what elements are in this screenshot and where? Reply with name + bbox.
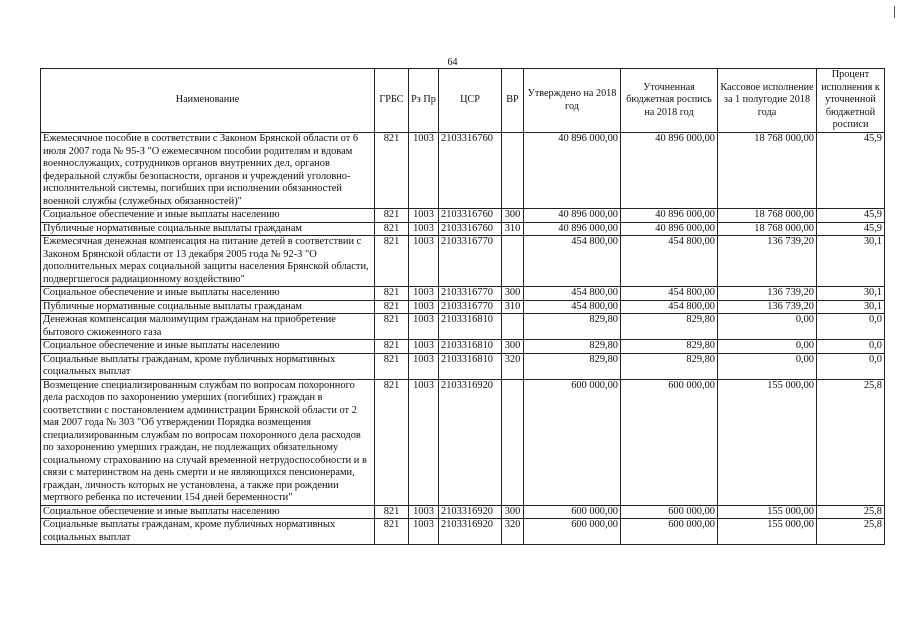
row-refined: 40 896 000,00 xyxy=(621,222,718,236)
row-vr xyxy=(502,133,524,209)
row-csr: 2103316760 xyxy=(439,133,502,209)
row-refined: 40 896 000,00 xyxy=(621,209,718,223)
table-row xyxy=(41,300,885,314)
header-approved: Утверждено на 2018 год xyxy=(524,69,621,133)
row-grbs: 821 xyxy=(375,505,409,519)
row-grbs: 821 xyxy=(375,314,409,340)
row-csr: 2103316920 xyxy=(439,379,502,505)
row-refined: 829,80 xyxy=(621,340,718,354)
row-cash: 136 739,20 xyxy=(718,236,817,287)
row-name: Социальное обеспечение и иные выплаты населению xyxy=(41,287,375,301)
row-name: Денежная компенсация малоимущим гражданам на приобретение бытового сжиженного газа xyxy=(41,314,375,340)
table-row xyxy=(41,379,885,505)
row-vr xyxy=(502,236,524,287)
row-approved: 829,80 xyxy=(524,340,621,354)
row-name: Социальные выплаты гражданам, кроме публичных нормативных социальных выплат xyxy=(41,353,375,379)
row-cash: 18 768 000,00 xyxy=(718,222,817,236)
row-approved: 454 800,00 xyxy=(524,300,621,314)
row-vr: 320 xyxy=(502,353,524,379)
table-row xyxy=(41,236,885,287)
row-rzpr: 1003 xyxy=(409,236,439,287)
row-cash: 155 000,00 xyxy=(718,379,817,505)
row-vr xyxy=(502,379,524,505)
row-name: Возмещение специализированным службам по вопросам похоронного дела расходов по захоронению умерших (погибших) граждан в соответствии с постановлением администрации Брянской области от 2 мая 2007 года № 303 "Об утверждении Порядка возмещения специализированным службам по вопросам похоронного дела расходов по захоронению умерших граждан, не подлежащих обязательному социальному страхованию на случай временной нетрудоспособности и в связи с материнством на день смерти и не являющихся пенсионерами, граждан, личность которых не установлена, а также при рождении мертвого ребенка по истечении 154 дней беременности" xyxy=(41,379,375,505)
row-percent: 45,9 xyxy=(817,133,885,209)
table-row xyxy=(41,133,885,209)
row-refined: 600 000,00 xyxy=(621,519,718,545)
row-percent: 45,9 xyxy=(817,222,885,236)
row-approved: 40 896 000,00 xyxy=(524,133,621,209)
page-number: 64 xyxy=(447,57,458,68)
row-refined: 829,80 xyxy=(621,353,718,379)
row-rzpr: 1003 xyxy=(409,340,439,354)
table-body xyxy=(41,133,885,545)
table-row xyxy=(41,222,885,236)
row-rzpr: 1003 xyxy=(409,222,439,236)
table-row xyxy=(41,314,885,340)
row-cash: 18 768 000,00 xyxy=(718,133,817,209)
row-grbs: 821 xyxy=(375,519,409,545)
row-name: Социальное обеспечение и иные выплаты населению xyxy=(41,505,375,519)
row-percent: 0,0 xyxy=(817,353,885,379)
row-grbs: 821 xyxy=(375,379,409,505)
row-rzpr: 1003 xyxy=(409,300,439,314)
row-name: Социальное обеспечение и иные выплаты населению xyxy=(41,209,375,223)
row-refined: 454 800,00 xyxy=(621,287,718,301)
table-row xyxy=(41,209,885,223)
row-grbs: 821 xyxy=(375,340,409,354)
row-cash: 136 739,20 xyxy=(718,287,817,301)
header-vr: ВР xyxy=(502,69,524,133)
row-approved: 600 000,00 xyxy=(524,519,621,545)
row-percent: 30,1 xyxy=(817,300,885,314)
row-percent: 25,8 xyxy=(817,379,885,505)
header-percent: Процент исполнения к уточненной бюджетной росписи xyxy=(817,69,885,133)
table-row xyxy=(41,340,885,354)
row-approved: 829,80 xyxy=(524,314,621,340)
row-percent: 30,1 xyxy=(817,236,885,287)
row-cash: 0,00 xyxy=(718,353,817,379)
row-approved: 829,80 xyxy=(524,353,621,379)
row-rzpr: 1003 xyxy=(409,505,439,519)
row-approved: 454 800,00 xyxy=(524,236,621,287)
row-percent: 45,9 xyxy=(817,209,885,223)
row-csr: 2103316810 xyxy=(439,314,502,340)
row-approved: 454 800,00 xyxy=(524,287,621,301)
row-approved: 40 896 000,00 xyxy=(524,209,621,223)
row-vr: 320 xyxy=(502,519,524,545)
row-name: Ежемесячное пособие в соответствии с Законом Брянской области от 6 июля 2007 года № 95-З "О ежемесячном пособии родителям и вдовам военнослужащих, сотрудников органов внутренних дел, органов федеральной службы безопасности, органов и учреждений уголовно-исполнительной системы, погибших при исполнении обязанностей военной службы (служебных обязанностей)" xyxy=(41,133,375,209)
header-name: Наименование xyxy=(41,69,375,133)
table-header xyxy=(41,69,885,133)
row-percent: 30,1 xyxy=(817,287,885,301)
row-vr: 300 xyxy=(502,209,524,223)
row-cash: 0,00 xyxy=(718,340,817,354)
row-cash: 0,00 xyxy=(718,314,817,340)
row-rzpr: 1003 xyxy=(409,209,439,223)
row-vr: 300 xyxy=(502,287,524,301)
row-csr: 2103316770 xyxy=(439,300,502,314)
row-refined: 454 800,00 xyxy=(621,300,718,314)
row-name: Публичные нормативные социальные выплаты гражданам xyxy=(41,222,375,236)
row-csr: 2103316920 xyxy=(439,505,502,519)
row-refined: 454 800,00 xyxy=(621,236,718,287)
row-rzpr: 1003 xyxy=(409,314,439,340)
row-refined: 829,80 xyxy=(621,314,718,340)
row-csr: 2103316770 xyxy=(439,287,502,301)
row-csr: 2103316810 xyxy=(439,353,502,379)
table-row xyxy=(41,353,885,379)
header-csr: ЦСР xyxy=(439,69,502,133)
row-grbs: 821 xyxy=(375,300,409,314)
row-vr xyxy=(502,314,524,340)
row-name: Публичные нормативные социальные выплаты гражданам xyxy=(41,300,375,314)
row-name: Социальное обеспечение и иные выплаты населению xyxy=(41,340,375,354)
row-vr: 300 xyxy=(502,340,524,354)
row-rzpr: 1003 xyxy=(409,133,439,209)
scan-edge-mark xyxy=(894,6,895,18)
header-refined: Уточненная бюджетная роспись на 2018 год xyxy=(621,69,718,133)
row-rzpr: 1003 xyxy=(409,353,439,379)
row-name: Социальные выплаты гражданам, кроме публичных нормативных социальных выплат xyxy=(41,519,375,545)
row-approved: 600 000,00 xyxy=(524,379,621,505)
row-grbs: 821 xyxy=(375,222,409,236)
table-row xyxy=(41,505,885,519)
header-grbs: ГРБС xyxy=(375,69,409,133)
row-csr: 2103316920 xyxy=(439,519,502,545)
row-cash: 136 739,20 xyxy=(718,300,817,314)
row-rzpr: 1003 xyxy=(409,519,439,545)
row-grbs: 821 xyxy=(375,236,409,287)
row-grbs: 821 xyxy=(375,133,409,209)
row-csr: 2103316810 xyxy=(439,340,502,354)
row-rzpr: 1003 xyxy=(409,287,439,301)
row-percent: 0,0 xyxy=(817,314,885,340)
row-grbs: 821 xyxy=(375,353,409,379)
row-vr: 310 xyxy=(502,300,524,314)
row-name: Ежемесячная денежная компенсация на питание детей в соответствии с Законом Брянской области от 13 декабря 2005 года № 92-З "О дополнительных мерах социальной защиты населения Брянской области, подвергшегося радиационному воздействию" xyxy=(41,236,375,287)
row-percent: 0,0 xyxy=(817,340,885,354)
row-grbs: 821 xyxy=(375,209,409,223)
row-percent: 25,8 xyxy=(817,519,885,545)
row-refined: 600 000,00 xyxy=(621,505,718,519)
row-refined: 40 896 000,00 xyxy=(621,133,718,209)
row-rzpr: 1003 xyxy=(409,379,439,505)
row-percent: 25,8 xyxy=(817,505,885,519)
row-refined: 600 000,00 xyxy=(621,379,718,505)
row-vr: 300 xyxy=(502,505,524,519)
row-vr: 310 xyxy=(502,222,524,236)
row-grbs: 821 xyxy=(375,287,409,301)
row-approved: 40 896 000,00 xyxy=(524,222,621,236)
row-cash: 155 000,00 xyxy=(718,519,817,545)
table-row xyxy=(41,287,885,301)
budget-table xyxy=(40,68,885,545)
row-cash: 18 768 000,00 xyxy=(718,209,817,223)
table-row xyxy=(41,519,885,545)
row-approved: 600 000,00 xyxy=(524,505,621,519)
row-csr: 2103316760 xyxy=(439,222,502,236)
row-csr: 2103316760 xyxy=(439,209,502,223)
header-rzpr: Рз Пр xyxy=(409,69,439,133)
header-cash: Кассовое исполнение за 1 полугодие 2018 года xyxy=(718,69,817,133)
row-cash: 155 000,00 xyxy=(718,505,817,519)
row-csr: 2103316770 xyxy=(439,236,502,287)
